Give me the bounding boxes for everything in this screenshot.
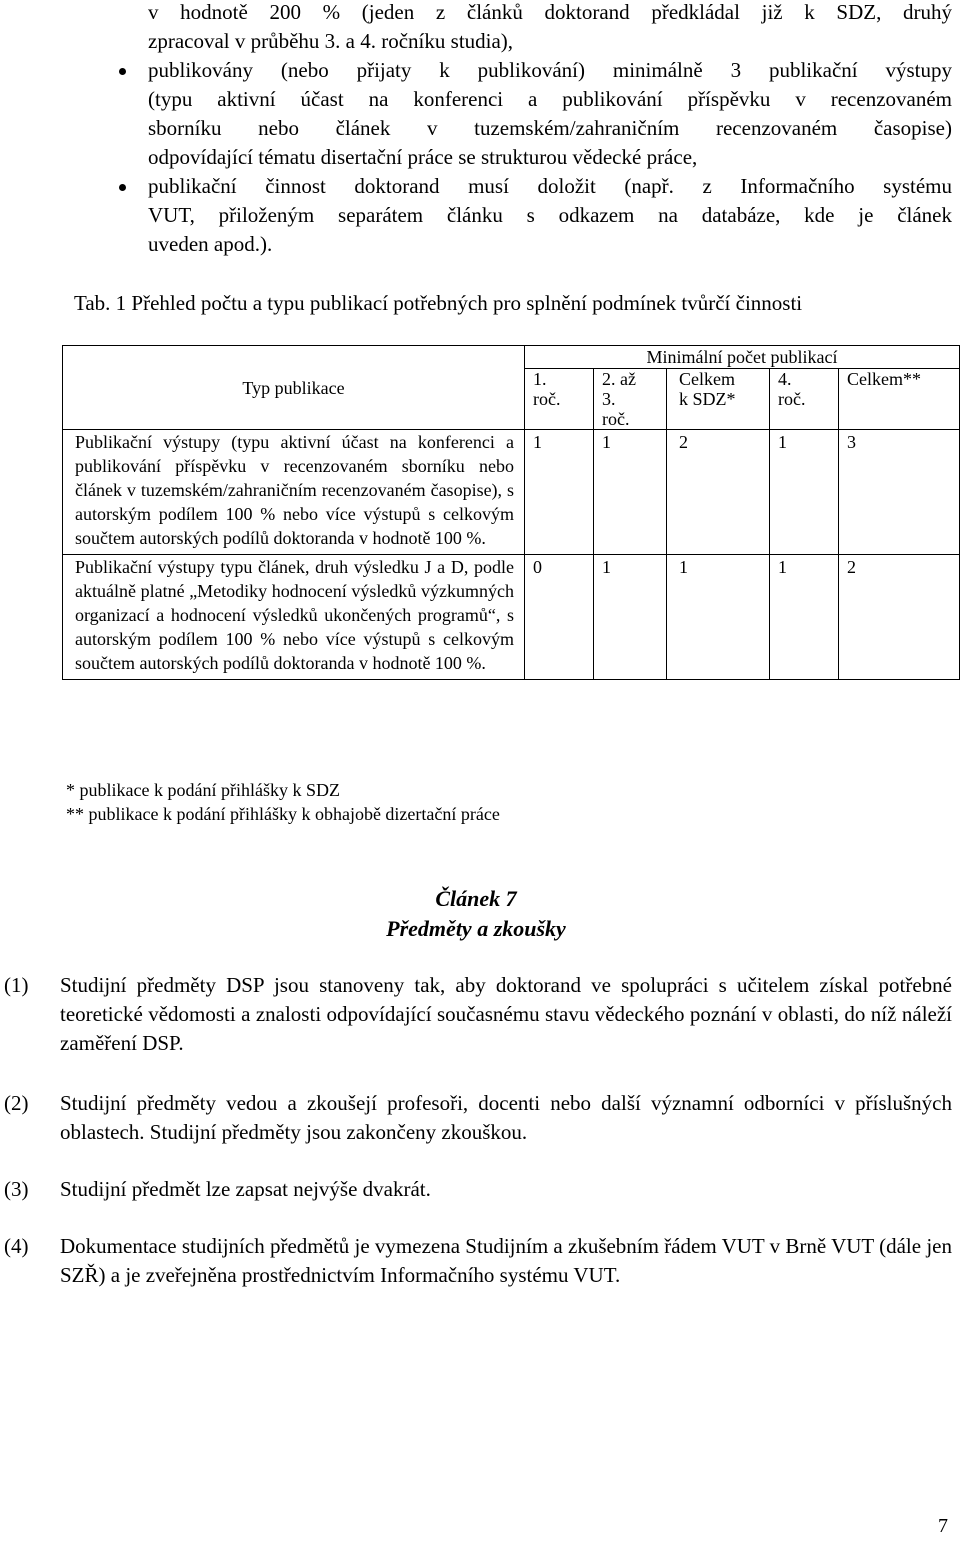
table-caption: Tab. 1 Přehled počtu a typu publikací potřebných pro splnění podmínek tvůrčí činnosti — [74, 291, 803, 315]
cell-value: 2 — [667, 430, 770, 555]
page-number: 7 — [938, 1515, 948, 1537]
cell-value: 0 — [525, 555, 594, 680]
bullet-line: VUT, přiloženým separátem článku s odkazem na databáze, kde je článek — [148, 203, 952, 227]
publications-table — [62, 345, 960, 680]
bullet-line: odpovídající tématu disertační práce se strukturou vědecké práce, — [148, 145, 698, 169]
type-header: Typ publikace — [63, 346, 525, 430]
row-description: Publikační výstupy (typu aktivní účast na konferenci a publikování příspěvku v recenzovaném sborníku nebo článek v tuzemském/zahraničním recenzovaném časopise), s autorským podílem 100 % nebo více výstupů s celkovým součtem autorských podílů doktoranda v hodnotě 100 %. — [63, 430, 525, 555]
bullet-item-evidence — [148, 172, 952, 259]
paragraph-number: (4) — [4, 1234, 29, 1258]
min-count-header: Minimální počet publikací — [525, 346, 960, 369]
col-header-total-sdz — [667, 369, 770, 430]
bullet-line: (typu aktivní účast na konferenci a publikování příspěvku v recenzovaném — [148, 87, 952, 111]
bullet-line: publikační činnost doktorand musí doložit (např. z Informačního systému — [148, 174, 952, 198]
cell-value: 1 — [594, 555, 667, 680]
cell-value: 1 — [770, 555, 839, 680]
cell-value: 1 — [667, 555, 770, 680]
col-header-text: roč. — [602, 409, 630, 429]
article-number: Článek 7 — [435, 886, 517, 911]
cell-value: 3 — [839, 430, 960, 555]
col-header-text: Celkem — [679, 369, 735, 389]
continuation-line-2: zpracoval v průběhu 3. a 4. ročníku studia), — [148, 29, 514, 53]
col-header-text: roč. — [533, 389, 561, 409]
table-header-row — [63, 346, 960, 369]
cell-value: 2 — [839, 555, 960, 680]
col-header-total — [839, 369, 960, 430]
bullet-icon — [119, 68, 126, 75]
paragraph-text: Studijní předměty vedou a zkoušejí profesoři, docenti nebo další významní odborníci v příslušných oblastech. Studijní předměty jsou zakončeny zkouškou. — [60, 1091, 952, 1144]
cell-value: 1 — [525, 430, 594, 555]
col-header-text: 3. — [602, 389, 616, 409]
table-row — [63, 555, 960, 680]
bullet-icon — [119, 184, 126, 191]
col-header-text: 2. až — [602, 369, 636, 389]
col-header-text: Celkem** — [847, 369, 921, 389]
row-description: Publikační výstupy typu článek, druh výsledku J a D, podle aktuálně platné „Metodiky hodnocení výsledků výzkumných organizací a hodnocení výsledků ukončených programů“, s autorským podílem 100 % nebo více výstupů s celkovým součtem autorských podílů doktoranda v hodnotě 100 %. — [63, 555, 525, 680]
paragraph-number: (3) — [4, 1177, 29, 1201]
col-header-year2-3 — [594, 369, 667, 430]
bullet-line: sborníku nebo článek v tuzemském/zahraničním recenzovaném časopise) — [148, 116, 952, 140]
cell-value: 1 — [770, 430, 839, 555]
paragraph-number: (2) — [4, 1091, 29, 1115]
paragraph-text: Dokumentace studijních předmětů je vymezena Studijním a zkušebním řádem VUT v Brně VUT (dále jen SZŘ) a je zveřejněna prostřednictvím Informačního systému VUT. — [60, 1234, 952, 1287]
cell-value: 1 — [594, 430, 667, 555]
article-title: Předměty a zkoušky — [386, 916, 566, 941]
col-header-text: 4. — [778, 369, 792, 389]
footnote-defense: ** publikace k podání přihlášky k obhajobě dizertační práce — [66, 804, 500, 824]
continuation-line-1: v hodnotě 200 % (jeden z článků doktorand předkládal již k SDZ, druhý — [148, 0, 952, 24]
bullet-line: uveden apod.). — [148, 232, 273, 256]
paragraph-text: Studijní předměty DSP jsou stanoveny tak, aby doktorand ve spolupráci s učitelem získal potřebné teoretické vědomosti a znalosti odpovídající současnému stavu vědeckého poznání v oblasti, do níž náleží zaměření DSP. — [60, 973, 952, 1055]
table-row — [63, 430, 960, 555]
col-header-year1 — [525, 369, 594, 430]
paragraph-text: Studijní předmět lze zapsat nejvýše dvakrát. — [60, 1177, 431, 1201]
col-header-text: k SDZ* — [679, 389, 736, 409]
col-header-text: 1. — [533, 369, 547, 389]
col-header-year4 — [770, 369, 839, 430]
footnote-sdz: * publikace k podání přihlášky k SDZ — [66, 780, 340, 800]
col-header-text: roč. — [778, 389, 806, 409]
bullet-line: publikovány (nebo přijaty k publikování) minimálně 3 publikační výstupy — [148, 58, 952, 82]
paragraph-number: (1) — [4, 973, 29, 997]
bullet-item-publications — [148, 56, 952, 172]
